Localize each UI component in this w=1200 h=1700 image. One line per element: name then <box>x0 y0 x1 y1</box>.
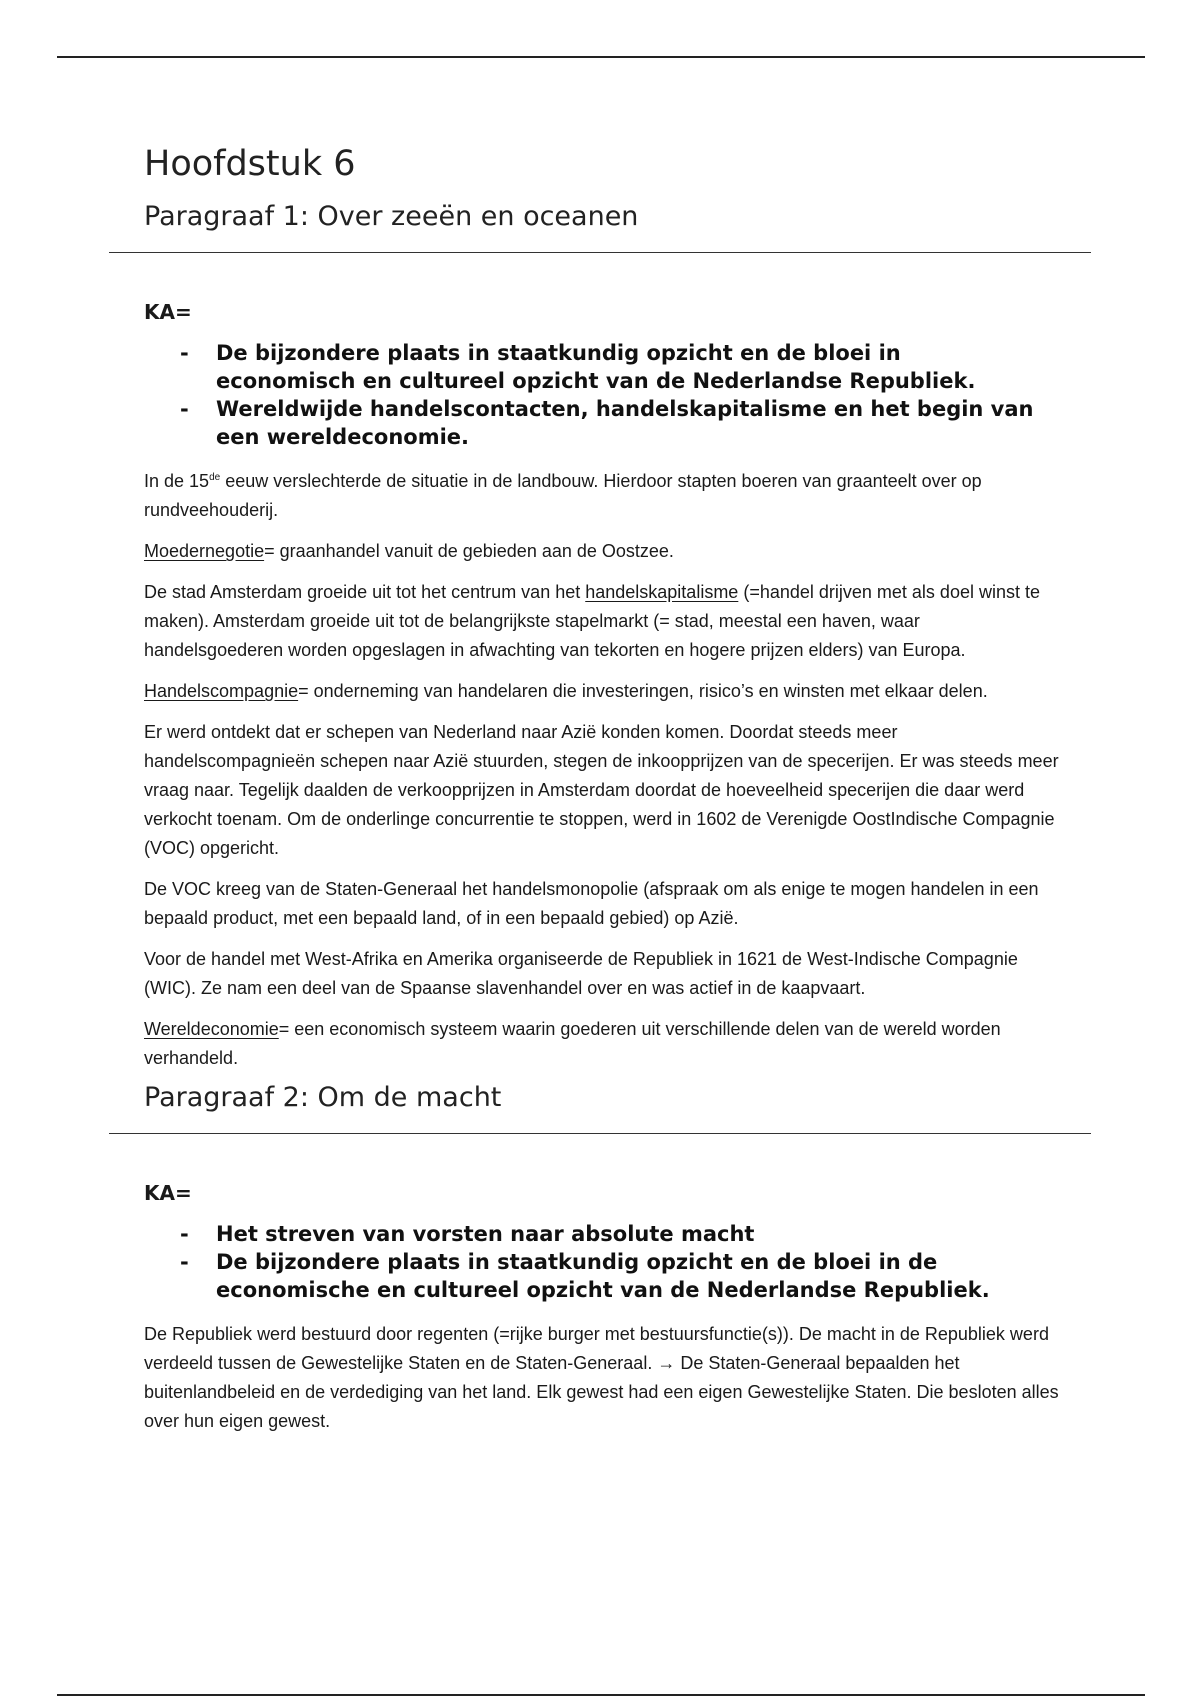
ka-item-text: De bijzondere plaats in staatkundig opzicht en de bloei in economisch en cultureel opzicht van de Nederlandse Republiek. <box>216 341 976 393</box>
section-1-heading-rule <box>109 252 1091 253</box>
definition-text: = onderneming van handelaren die investeringen, risico’s en winsten met elkaar delen. <box>298 681 988 701</box>
paragraph-landbouw <box>144 467 1059 525</box>
list-dash: - <box>180 1222 189 1246</box>
paragraph-voc-origin: Er werd ontdekt dat er schepen van Nederland naar Azië konden komen. Doordat steeds meer handelscompagnieën schepen naar Azië stuurden, stegen de inkoopprijzen van de specerijen. Er was steeds meer vraag naar. Tegelijk daalden de verkoopprijzen in Amsterdam doordat de hoeveelheid specerijen die daar werd verkocht toenam. Om de onderlinge concurrentie te stoppen, werd in 1602 de Verenigde OostIndische Compagnie (VOC) opgericht. <box>144 722 1059 858</box>
list-dash: - <box>180 397 189 421</box>
section-2-ka-label: KA= <box>144 1181 192 1205</box>
page-top-rule <box>57 56 1145 58</box>
ka-item-text: Het streven van vorsten naar absolute macht <box>216 1222 755 1246</box>
section-1-ka-list <box>144 339 1064 451</box>
text-run: eeuw verslechterde de situatie in de landbouw. Hierdoor stapten boeren van graanteelt over op rundveehouderij. <box>144 471 982 520</box>
definition-moedernegotie <box>144 537 1059 566</box>
section-2-ka-item <box>180 1248 1046 1304</box>
section-2-heading-rule <box>109 1133 1091 1134</box>
document-body <box>144 138 1064 1436</box>
list-dash: - <box>180 341 189 365</box>
list-dash: - <box>180 1250 189 1274</box>
paragraph-voc-monopoly: De VOC kreeg van de Staten-Generaal het handelsmonopolie (afspraak om als enige te mogen handelen in een bepaald product, met een bepaald land, of in een bepaald gebied) op Azië. <box>144 879 1039 928</box>
text-run: (=handel drijven met als doel winst te maken). Amsterdam groeide uit tot de belangrijkste stapelmarkt (= stad, meestal een haven, waar handelsgoederen worden opgeslagen in afwachting van tekorten en hogere prijzen elders) van Europa. <box>144 582 1040 660</box>
definition-wereldeconomie <box>144 1015 1059 1073</box>
definition-text: = een economisch systeem waarin goederen uit verschillende delen van de wereld worden verhandeld. <box>144 1019 1001 1068</box>
ka-item-text: De bijzondere plaats in staatkundig opzicht en de bloei in de economische en cultureel opzicht van de Nederlandse Republiek. <box>216 1250 990 1302</box>
text-run: De stad Amsterdam groeide uit tot het centrum van het <box>144 582 586 602</box>
chapter-title: Hoofdstuk 6 <box>144 144 356 184</box>
ka-item-text: Wereldwijde handelscontacten, handelskapitalisme en het begin van een wereldeconomie. <box>216 397 1034 449</box>
section-1-ka-item <box>180 339 1046 395</box>
definition-handelscompagnie <box>144 677 1059 706</box>
text-run: In de 15 <box>144 471 210 491</box>
paragraph-amsterdam <box>144 578 1059 665</box>
term-moedernegotie: Moedernegotie <box>144 541 265 561</box>
section-1-heading: Paragraaf 1: Over zeeën en oceanen <box>144 201 639 232</box>
paragraph-wic: Voor de handel met West-Afrika en Amerika organiseerde de Republiek in 1621 de West-Indische Compagnie (WIC). Ze nam een deel van de Spaanse slavenhandel over en was actief in de kaapvaart. <box>144 949 1018 998</box>
term-handelskapitalisme: handelskapitalisme <box>585 582 739 602</box>
page-bottom-rule <box>57 1694 1145 1696</box>
paragraph-republiek-bestuur: De Republiek werd bestuurd door regenten (=rijke burger met bestuursfunctie(s)). De macht in de Republiek werd verdeeld tussen de Gewestelijke Staten en de Staten-Generaal. → De Staten-Generaal bepaalden het buitenlandbeleid en de verdediging van het land. Elk gewest had een eigen Gewestelijke Staten. Die besloten alles over hun eigen gewest. <box>144 1324 1059 1431</box>
section-2-ka-item <box>180 1220 1046 1248</box>
section-1-ka-label: KA= <box>144 300 192 324</box>
section-2-heading: Paragraaf 2: Om de macht <box>144 1082 502 1113</box>
term-handelscompagnie: Handelscompagnie <box>144 681 299 701</box>
definition-text: = graanhandel vanuit de gebieden aan de Oostzee. <box>264 541 674 561</box>
section-1-ka-item <box>180 395 1046 451</box>
section-2-ka-list <box>144 1220 1064 1304</box>
superscript: de <box>209 472 221 483</box>
term-wereldeconomie: Wereldeconomie <box>144 1019 279 1039</box>
